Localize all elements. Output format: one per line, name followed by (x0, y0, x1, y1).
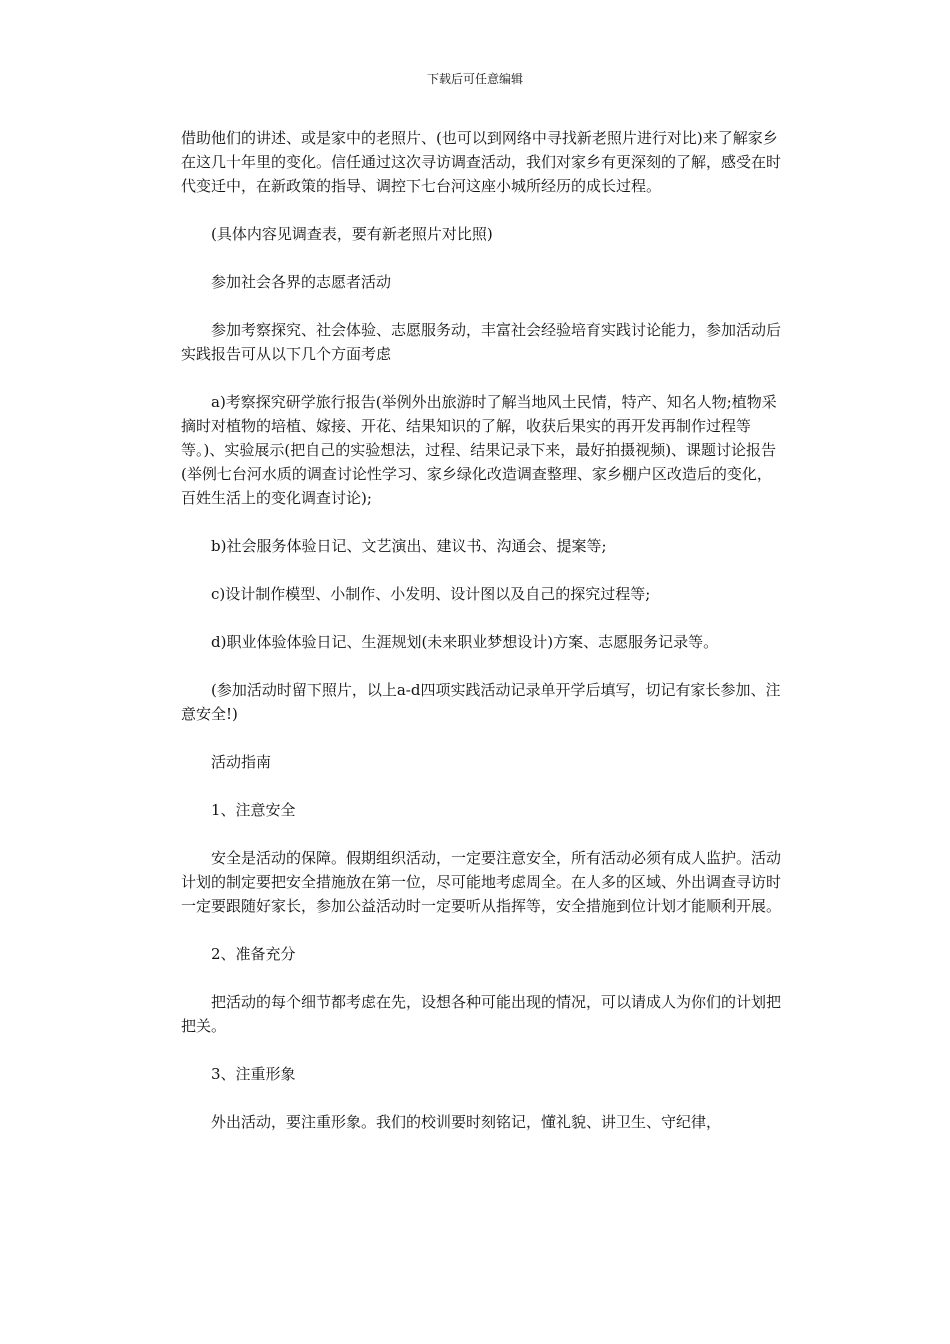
paragraph-preparation: 把活动的每个细节都考虑在先，设想各种可能出现的情况，可以请成人为你们的计划把把关。 (181, 993, 782, 1035)
list-item-c: c)设计制作模型、小制作、小发明、设计图以及自己的探究过程等; (211, 585, 651, 603)
page-header: 下载后可任意编辑 (426, 72, 523, 86)
section-heading-guide: 活动指南 (211, 753, 272, 771)
paragraph-safety: 安全是活动的保障。假期组织活动，一定要注意安全，所有活动必须有成人监护。活动计划的制定要把安全措施放在第一位，尽可能地考虑周全。在人多的区域、外出调查寻访时一定要跟随好家长，参加公益活动时一定要听从指挥等，安全措施到位计划才能顺利开展。 (181, 849, 782, 915)
list-item-b: b)社会服务体验日记、文艺演出、建议书、沟通会、提案等; (211, 537, 607, 555)
list-item-d: d)职业体验体验日记、生涯规划(未来职业梦想设计)方案、志愿服务记录等。 (211, 633, 719, 651)
document-body (181, 126, 781, 1158)
guide-heading-preparation: 2、准备充分 (211, 945, 296, 963)
paragraph-note-photos: (参加活动时留下照片，以上a-d四项实践活动记录单开学后填写，切记有家长参加、注意安全!) (181, 681, 781, 723)
paragraph-note-survey: (具体内容见调查表，要有新老照片对比照) (211, 225, 493, 243)
paragraph-volunteer-intro: 参加考察探究、社会体验、志愿服务动，丰富社会经验培育实践讨论能力，参加活动后实践报告可从以下几个方面考虑 (181, 321, 782, 363)
guide-heading-image: 3、注重形象 (211, 1065, 296, 1083)
guide-heading-safety: 1、注意安全 (211, 801, 296, 819)
list-item-a: a)考察探究研学旅行报告(举例外出旅游时了解当地风土民情，特产、知名人物;植物采摘时对植物的培植、嫁接、开花、结果知识的了解，收获后果实的再开发再制作过程等等。)、实验展示(把自己的实验想法，过程、结果记录下来，最好拍摄视频)、课题讨论报告(举例七台河水质的调查讨论性学习、家乡绿化改造调查整理、家乡棚户区改造后的变化，百姓生活上的变化调查讨论); (181, 393, 777, 507)
section-heading-volunteer: 参加社会各界的志愿者活动 (211, 273, 392, 291)
paragraph-continuation: 借助他们的讲述、或是家中的老照片、(也可以到网络中寻找新老照片进行对比)来了解家乡在这几十年里的变化。信任通过这次寻访调查活动，我们对家乡有更深刻的了解，感受在时代变迁中，在新政策的指导、调控下七台河这座小城所经历的成长过程。 (181, 129, 782, 195)
paragraph-image: 外出活动，要注重形象。我们的校训要时刻铭记，懂礼貌、讲卫生、守纪律， (211, 1113, 722, 1131)
